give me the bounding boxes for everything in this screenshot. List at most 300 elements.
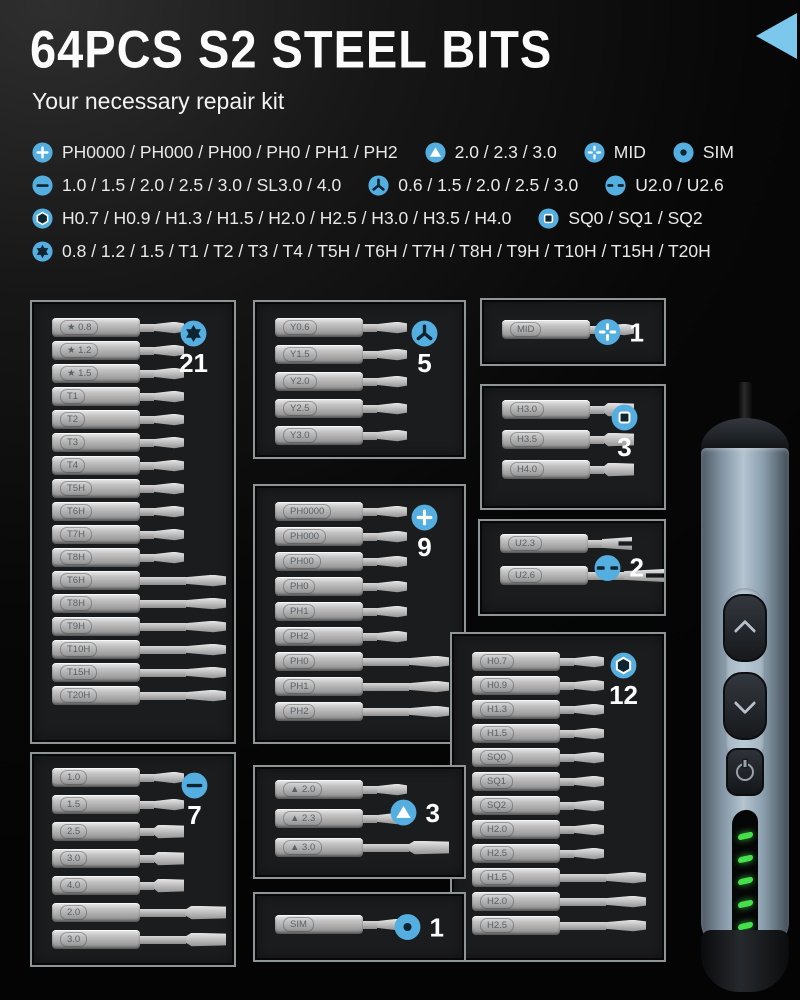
bit [52, 663, 226, 682]
sim-icon [394, 914, 421, 941]
bit [275, 809, 407, 828]
bit-neck [588, 540, 602, 548]
triangle-icon [390, 799, 417, 826]
bit-neck [560, 706, 574, 714]
bit-shank [472, 676, 560, 695]
bit-count: 1 [429, 912, 444, 942]
legend-text: 2.0 / 2.3 / 3.0 [454, 142, 557, 162]
bit-label: PH1 [283, 679, 315, 694]
bit-neck [363, 508, 377, 516]
bit [52, 502, 184, 521]
legend-group-sim [673, 142, 734, 163]
bit-tip [377, 531, 407, 543]
bit-neck [140, 801, 154, 809]
battery-led [738, 899, 753, 908]
bit-neck [140, 462, 154, 470]
mid-icon [584, 142, 605, 163]
bit-label: 2.0 [60, 905, 87, 920]
bit-neck [560, 754, 574, 762]
bit-label: T5H [60, 481, 92, 496]
bit-tip [154, 391, 184, 403]
bit-neck [140, 909, 186, 917]
bit-shank [52, 502, 140, 521]
bit [275, 577, 407, 596]
bit-shank [472, 748, 560, 767]
bit-tip [186, 575, 226, 587]
bit-shank [52, 364, 140, 383]
bit-label: SIM [283, 917, 314, 932]
bit-shank [472, 724, 560, 743]
bit-shank [52, 433, 140, 452]
bit-tip [186, 667, 226, 679]
power-button [726, 748, 764, 796]
phillips-icon [32, 142, 53, 163]
bit-tip [409, 656, 449, 668]
bit-tip [186, 690, 226, 702]
bit-shank [52, 617, 140, 636]
bit-label: T7H [60, 527, 92, 542]
bit-shank [275, 677, 363, 696]
bit-shank [52, 548, 140, 567]
legend-text: 0.6 / 1.5 / 2.0 / 2.5 / 3.0 [398, 175, 579, 195]
legend-group-mid [584, 142, 646, 163]
bit-tip [154, 506, 184, 518]
battery-led [738, 854, 753, 863]
bit-tip [154, 483, 184, 495]
bit-label: ★ 1.5 [60, 366, 98, 381]
bit-label: H1.3 [480, 702, 514, 717]
bit-tip [186, 906, 226, 920]
bit-neck [363, 921, 377, 929]
panel-mid [480, 298, 666, 366]
bit-shank [52, 768, 140, 787]
bit-shank [472, 844, 560, 863]
bit-label: PH2 [283, 704, 315, 719]
bit-tip [377, 430, 407, 442]
power-icon [736, 763, 754, 781]
bit-neck [140, 347, 154, 355]
y-type-icon [411, 320, 438, 347]
bit [52, 571, 226, 590]
bit-tip [574, 848, 604, 860]
bit-shank [275, 399, 363, 418]
bit-label: T8H [60, 596, 92, 611]
bit-neck [560, 898, 606, 906]
legend-group-phillips [32, 142, 398, 163]
bit-label: H2.0 [480, 822, 514, 837]
bit-label: T15H [60, 665, 97, 680]
bit [275, 399, 407, 418]
bit-shank [52, 525, 140, 544]
bit-tip [154, 879, 184, 893]
bit-label: PH1 [283, 604, 315, 619]
bit [275, 345, 407, 364]
bit-neck [140, 485, 154, 493]
bit [52, 318, 184, 337]
bit-label: PH0 [283, 654, 315, 669]
bit [472, 772, 604, 791]
bit-label: T20H [60, 688, 97, 703]
bit-label: SQ1 [480, 774, 513, 789]
bit-tip [154, 529, 184, 541]
bit-neck [560, 922, 606, 930]
bit-label: U2.6 [508, 568, 542, 583]
bit-label: H2.5 [480, 846, 514, 861]
legend-row [32, 142, 794, 163]
y-type-icon [368, 175, 389, 196]
bit-shank [52, 318, 140, 337]
legend-group-square [538, 208, 702, 229]
bit [472, 844, 604, 863]
bit-tip [574, 704, 604, 716]
bit-shank [275, 702, 363, 721]
bit [275, 502, 407, 521]
bit-label: Y3.0 [283, 428, 317, 443]
bit-shank [275, 577, 363, 596]
legend-text: SQ0 / SQ1 / SQ2 [568, 208, 703, 228]
bit [275, 652, 449, 671]
chevron-down-button [723, 672, 767, 740]
bit-neck [590, 406, 604, 414]
bit-neck [140, 393, 154, 401]
bit [52, 768, 184, 787]
panel-slot [30, 752, 236, 967]
bit-label: SQ0 [480, 750, 513, 765]
bit-label: ★ 1.2 [60, 343, 98, 358]
legend-group-torx [32, 241, 711, 262]
panel-torx [30, 300, 236, 744]
bit [275, 627, 407, 646]
bit-shank [52, 849, 140, 868]
bit-shank [52, 822, 140, 841]
bit-shank [275, 426, 363, 445]
panel-hex [450, 632, 666, 962]
legend-text: U2.0 / U2.6 [635, 175, 724, 195]
bit-count: 1 [629, 317, 644, 347]
bit-tip [154, 460, 184, 472]
bit-shank [52, 795, 140, 814]
bit-tip [154, 414, 184, 426]
bit-shank [502, 320, 590, 339]
bit-shank [52, 341, 140, 360]
bit-label: H2.0 [480, 894, 514, 909]
bit-neck [363, 844, 409, 852]
bit-neck [140, 324, 154, 332]
bit-shank [275, 780, 363, 799]
bit-shank [52, 571, 140, 590]
bit-label: ▲ 2.0 [283, 782, 322, 797]
bit-label: 3.0 [60, 932, 87, 947]
bit-label: T4 [60, 458, 85, 473]
chevron-up-icon [734, 620, 757, 643]
legend-row [32, 208, 794, 229]
torx-icon [32, 241, 53, 262]
bit-neck [140, 439, 154, 447]
phillips-icon [411, 504, 438, 531]
u-type-icon [594, 554, 621, 581]
bit-shank [52, 640, 140, 659]
bit-label: PH0000 [283, 504, 331, 519]
bit-shank [472, 772, 560, 791]
bit-neck [140, 774, 154, 782]
bit-tip [377, 631, 407, 643]
legend-text: MID [613, 142, 646, 162]
bit-shank [500, 534, 588, 553]
bit-label: T10H [60, 642, 97, 657]
bit-tip [154, 825, 184, 839]
bit-label: H1.5 [480, 870, 514, 885]
bit-count: 12 [609, 680, 638, 710]
bit-neck [140, 855, 154, 863]
mid-icon [594, 319, 621, 346]
count-badge [594, 554, 644, 581]
bit [275, 527, 407, 546]
bit-label: T6H [60, 573, 92, 588]
bit [472, 796, 604, 815]
bit [472, 748, 604, 767]
page-subtitle: Your necessary repair kit [32, 88, 285, 114]
bit-tip [154, 852, 184, 866]
bit-shank [500, 566, 588, 585]
bit-shank [275, 652, 363, 671]
bit [52, 364, 184, 383]
bit-shank [502, 460, 590, 479]
bit-label: T8H [60, 550, 92, 565]
bit-shank [275, 527, 363, 546]
count-badge [411, 320, 438, 376]
bit-count: 7 [187, 800, 202, 830]
bit-tip [574, 776, 604, 788]
bit-neck [140, 531, 154, 539]
bit-tip [186, 621, 226, 633]
bit-label: U2.3 [508, 536, 542, 551]
count-badge [611, 404, 638, 460]
bit-tip [154, 552, 184, 564]
bit-shank [52, 594, 140, 613]
bit [52, 525, 184, 544]
count-badge [394, 914, 444, 941]
bit [52, 387, 184, 406]
hex-icon [610, 652, 637, 679]
bit-label: H2.5 [480, 918, 514, 933]
bit-tip [574, 824, 604, 836]
bit [52, 640, 226, 659]
bit [275, 552, 407, 571]
bit-neck [140, 577, 186, 585]
bit-label: PH00 [283, 554, 321, 569]
bit-tip [377, 403, 407, 415]
bit-tip [574, 680, 604, 692]
bit-shank [275, 502, 363, 521]
bit [472, 916, 646, 935]
bit-label: 4.0 [60, 878, 87, 893]
bit-tip [377, 784, 407, 796]
bit [472, 652, 604, 671]
bit-neck [140, 370, 154, 378]
bit-tip [377, 606, 407, 618]
bit-shank [472, 868, 560, 887]
bit-shank [275, 915, 363, 934]
square-icon [538, 208, 559, 229]
bit-label: H3.5 [510, 432, 544, 447]
electric-screwdriver [698, 382, 792, 1000]
panel-square [480, 384, 666, 510]
bit-tip [154, 437, 184, 449]
legend-group-triangle [425, 142, 557, 163]
bit-shank [275, 372, 363, 391]
bit-tip [186, 933, 226, 947]
bit-label: Y2.5 [283, 401, 317, 416]
bit [472, 820, 604, 839]
bit-label: 3.0 [60, 851, 87, 866]
bit-neck [363, 378, 377, 386]
bit [52, 686, 226, 705]
bit-neck [560, 802, 574, 810]
bit-neck [140, 554, 154, 562]
bit-shank [472, 796, 560, 815]
bit-count: 3 [617, 432, 632, 462]
bit-tip [154, 772, 184, 784]
bit-tip [574, 800, 604, 812]
bit-tip [377, 581, 407, 593]
bit-shank [275, 345, 363, 364]
bit-tip [409, 841, 449, 855]
count-badge [179, 320, 208, 376]
bit-label: H3.0 [510, 402, 544, 417]
count-badge [181, 772, 208, 828]
page-title: 64PCS S2 STEEL BITS [30, 19, 553, 79]
panel-tri [253, 765, 466, 879]
bit-shank [472, 652, 560, 671]
bit-neck [363, 608, 377, 616]
bit [52, 456, 184, 475]
bit-shank [275, 809, 363, 828]
bit-neck [140, 882, 154, 890]
bit [275, 780, 407, 799]
bit-neck [363, 633, 377, 641]
legend-group-u-type [605, 175, 724, 196]
bit-label: H1.5 [480, 726, 514, 741]
panel-sim [253, 892, 466, 962]
bit-label: 1.0 [60, 770, 87, 785]
bit-neck [363, 405, 377, 413]
bit-label: MID [510, 322, 541, 337]
bit-shank [472, 700, 560, 719]
bit [52, 548, 184, 567]
bit-shank [52, 930, 140, 949]
bit-neck [363, 815, 377, 823]
bit-tip [574, 728, 604, 740]
bit-label: Y1.5 [283, 347, 317, 362]
bit [275, 372, 407, 391]
corner-arrow-icon [756, 13, 797, 59]
bit-tip [409, 681, 449, 693]
legend-group-hex [32, 208, 511, 229]
bit [275, 915, 407, 934]
bit-neck [140, 692, 186, 700]
bit-label: T6H [60, 504, 92, 519]
bit-neck [363, 658, 409, 666]
bit-tip [574, 752, 604, 764]
bit-label: 1.5 [60, 797, 87, 812]
bit [275, 702, 449, 721]
legend-text: 0.8 / 1.2 / 1.5 / T1 / T2 / T3 / T4 / T5H / T6H / T7H / T8H / T9H / T10H / T15H / T20H [62, 241, 711, 261]
bit-neck [590, 436, 604, 444]
bit-neck [560, 658, 574, 666]
bit-neck [363, 583, 377, 591]
battery-led [738, 832, 753, 841]
bit-tip [602, 537, 632, 550]
bit-neck [363, 324, 377, 332]
bit-tip [377, 556, 407, 568]
bit-tip [154, 799, 184, 811]
bit-label: Y0.6 [283, 320, 317, 335]
bit-label: SQ2 [480, 798, 513, 813]
bit-tip [186, 644, 226, 656]
bit-neck [140, 828, 154, 836]
torx-icon [180, 320, 207, 347]
bit-shank [275, 838, 363, 857]
bit-label: H4.0 [510, 462, 544, 477]
bit [275, 318, 407, 337]
bit [52, 341, 184, 360]
legend-row [32, 175, 794, 196]
bit [52, 876, 184, 895]
legend-group-y-type [368, 175, 578, 196]
bit-neck [363, 708, 409, 716]
slotted-icon [32, 175, 53, 196]
bit-neck [140, 646, 186, 654]
bit-shank [502, 430, 590, 449]
bit-neck [363, 558, 377, 566]
bit [52, 930, 226, 949]
bit [52, 903, 226, 922]
panel-u [478, 519, 666, 616]
legend-text: SIM [702, 142, 734, 162]
bit-count: 9 [417, 532, 432, 562]
hex-icon [32, 208, 53, 229]
bit-shank [502, 400, 590, 419]
slotted-icon [181, 772, 208, 799]
bit-neck [560, 826, 574, 834]
bit [52, 479, 184, 498]
bit-label: T2 [60, 412, 85, 427]
bit-count: 5 [417, 348, 432, 378]
square-icon [611, 404, 638, 431]
triangle-icon [425, 142, 446, 163]
bit-neck [560, 874, 606, 882]
bit-label: T3 [60, 435, 85, 450]
bit-neck [560, 682, 574, 690]
bit-tip [377, 322, 407, 334]
bit-shank [52, 410, 140, 429]
bit-label: ▲ 3.0 [283, 840, 322, 855]
bit-count: 21 [179, 348, 208, 378]
count-badge [411, 504, 438, 560]
legend-text: PH0000 / PH000 / PH00 / PH0 / PH1 / PH2 [62, 142, 398, 162]
bit-tip [604, 463, 634, 477]
bit-label: ▲ 2.3 [283, 811, 322, 826]
bit-neck [363, 351, 377, 359]
screwdriver-bottom-cap [701, 930, 789, 992]
bit-shank [275, 627, 363, 646]
count-badge [594, 319, 644, 346]
bit-shank [52, 876, 140, 895]
bit-shank [52, 663, 140, 682]
bit-neck [140, 936, 186, 944]
bit-label: T9H [60, 619, 92, 634]
sim-icon [673, 142, 694, 163]
